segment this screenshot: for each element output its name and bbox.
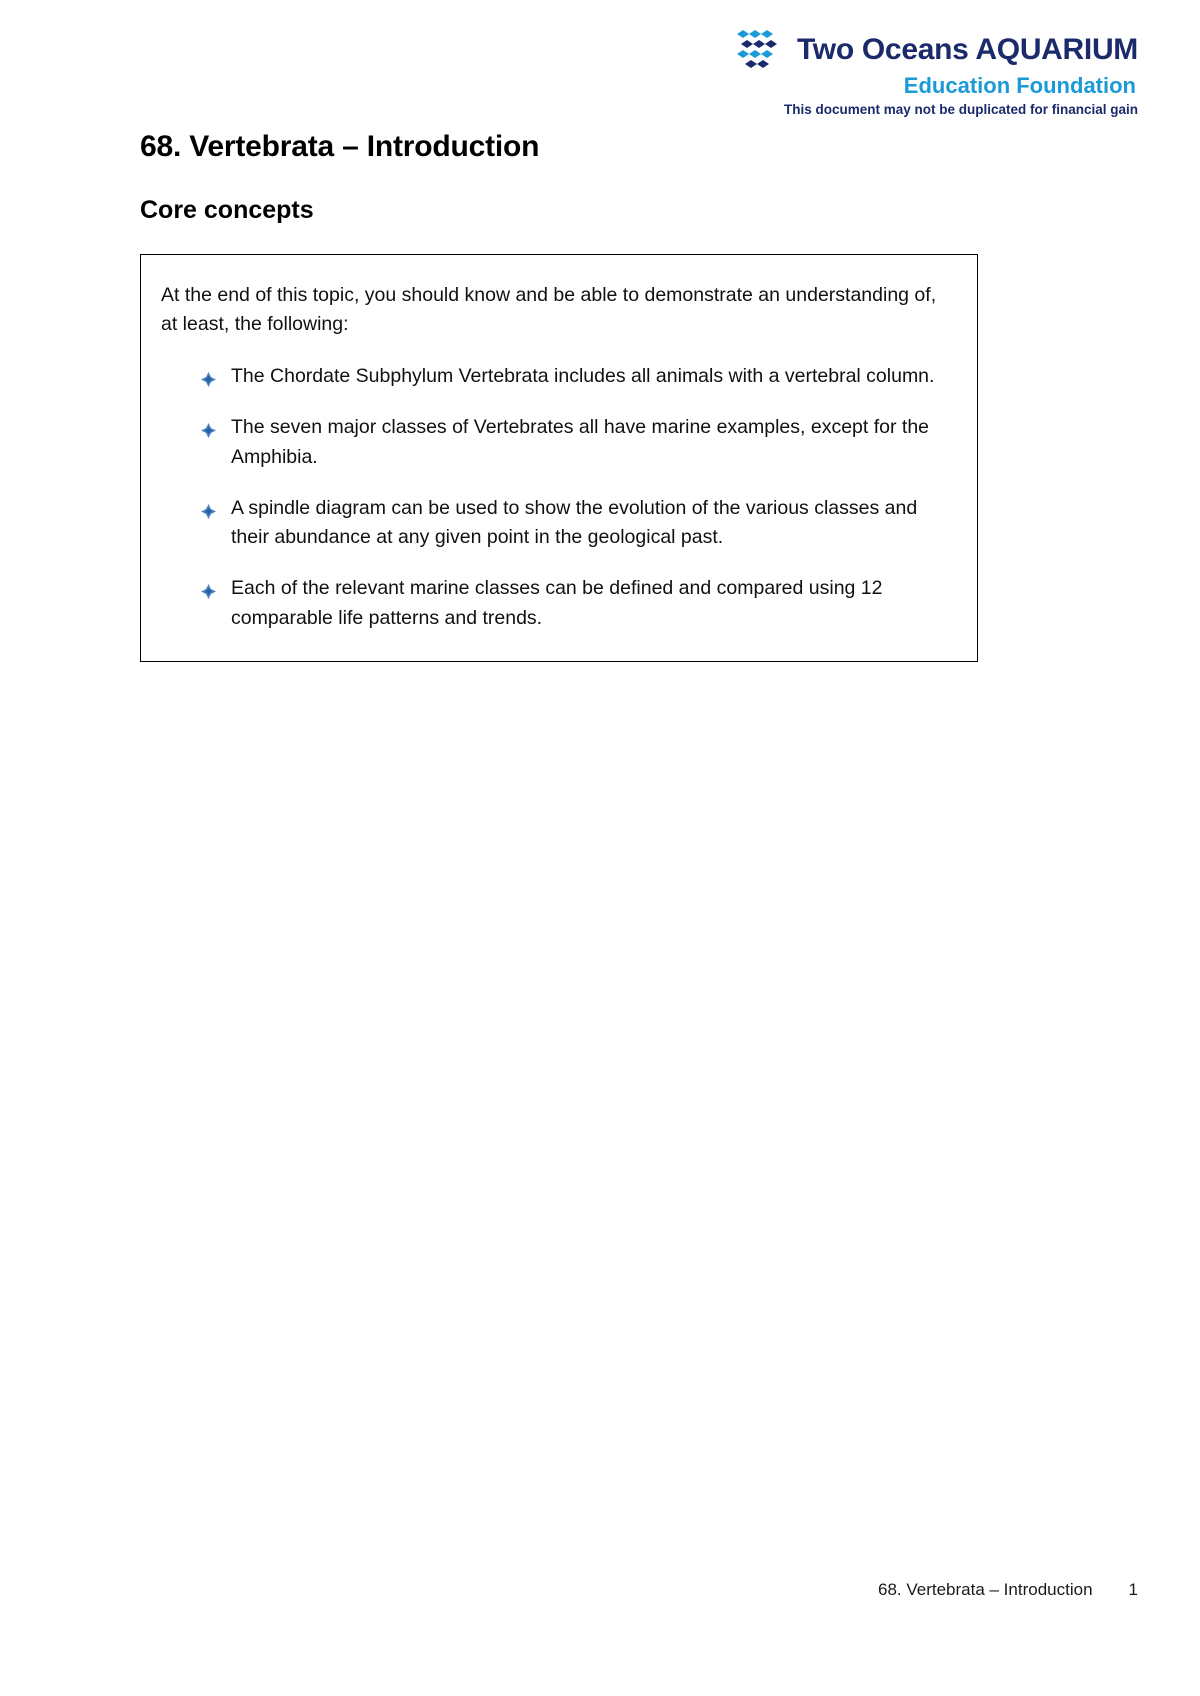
page-title: 68. Vertebrata – Introduction <box>140 130 540 163</box>
footer-title: 68. Vertebrata – Introduction <box>877 1580 1093 1599</box>
list-item-text: Each of the relevant marine classes can be defined and compared using 12 comparable life patterns and trends. <box>231 577 883 629</box>
diamond-bullet-icon <box>201 418 216 433</box>
concepts-intro-text: At the end of this topic, you should know and be able to demonstrate an understanding of, at least, the following: <box>161 283 937 336</box>
diamond-bullet-icon <box>201 499 216 514</box>
list-item-text: The seven major classes of Vertebrates all have marine examples, except for the Amphibia. <box>231 416 930 468</box>
list-item <box>157 494 949 553</box>
list-item <box>157 574 949 633</box>
brand-title: Two Oceans AQUARIUM <box>797 33 1138 66</box>
list-item <box>157 413 949 472</box>
list-item <box>157 362 949 391</box>
aquarium-diamond-logo-icon <box>731 28 787 72</box>
core-concepts-box <box>140 254 978 662</box>
brand-logo-row <box>618 28 1138 72</box>
brand-subtitle: Education Foundation <box>903 73 1136 98</box>
list-item-text: A spindle diagram can be used to show the evolution of the various classes and their abundance at any given point in the geological past. <box>231 496 918 548</box>
diamond-bullet-icon <box>201 367 216 382</box>
brand-header <box>618 28 1138 117</box>
diamond-bullet-icon <box>201 579 216 594</box>
section-heading: Core concepts <box>140 195 314 224</box>
copyright-notice: This document may not be duplicated for financial gain <box>783 102 1138 118</box>
document-content <box>140 128 978 662</box>
list-item-text: The Chordate Subphylum Vertebrata includes all animals with a vertebral column. <box>231 365 935 387</box>
core-concepts-list <box>157 362 949 633</box>
footer-page-number: 1 <box>1128 1580 1138 1599</box>
page-footer <box>140 1580 1138 1600</box>
